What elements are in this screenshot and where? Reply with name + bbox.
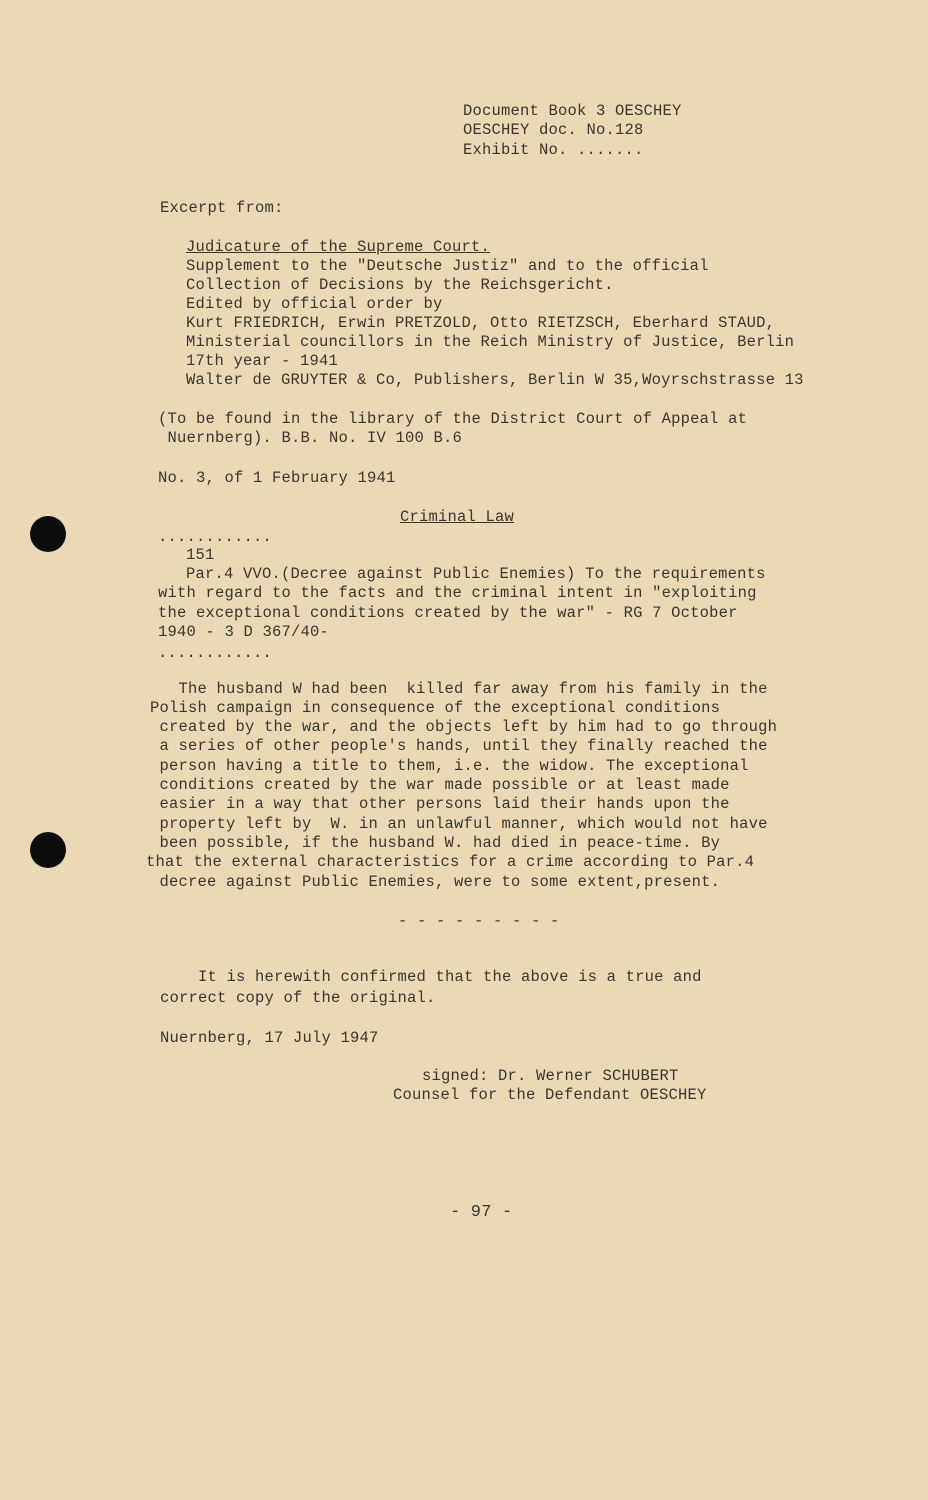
location-line: Nuernberg). B.B. No. IV 100 B.6	[158, 429, 463, 447]
body-line: a series of other people's hands, until they finally reached the	[150, 737, 768, 755]
source-line: Edited by official order by	[186, 295, 443, 313]
dot-leader: ............	[158, 528, 273, 546]
dot-leader: ............	[158, 644, 273, 662]
signature-role: Counsel for the Defendant OESCHEY	[393, 1086, 707, 1104]
body-line: Polish campaign in consequence of the exceptional conditions	[150, 699, 721, 717]
page-number: - 97 -	[450, 1203, 513, 1222]
body-line: conditions created by the war made possible or at least made	[150, 776, 730, 794]
source-line: 17th year - 1941	[186, 352, 339, 370]
entry-line: 1940 - 3 D 367/40-	[158, 623, 330, 641]
entry-number: 151	[186, 546, 215, 564]
source-line: Supplement to the "Deutsche Justiz" and to the official	[186, 257, 709, 275]
source-line: Collection of Decisions by the Reichsgericht.	[186, 276, 614, 294]
entry-line: with regard to the facts and the criminal intent in "exploiting	[158, 584, 757, 602]
section-heading: Criminal Law	[400, 508, 515, 526]
body-line: The husband W had been killed far away from his family in the	[150, 680, 768, 698]
excerpt-label: Excerpt from:	[160, 199, 284, 217]
doc-number-line: OESCHEY doc. No.128	[463, 121, 644, 139]
signature-line: signed: Dr. Werner SCHUBERT	[422, 1067, 679, 1085]
certification-line: It is herewith confirmed that the above is a true and	[160, 968, 702, 986]
entry-line: the exceptional conditions created by the war" - RG 7 October	[158, 604, 738, 622]
body-line: person having a title to them, i.e. the widow. The exceptional	[150, 757, 749, 775]
body-line: created by the war, and the objects left by him had to go through	[150, 718, 778, 736]
source-line: Walter de GRUYTER & Co, Publishers, Berlin W 35,Woyrschstrasse 13	[186, 371, 804, 389]
doc-book-line: Document Book 3 OESCHEY	[463, 102, 682, 120]
punch-hole	[30, 516, 66, 552]
punch-hole	[30, 832, 66, 868]
entry-line: Par.4 VVO.(Decree against Public Enemies) To the requirements	[186, 565, 766, 583]
body-line: been possible, if the husband W. had died in peace-time. By	[150, 834, 721, 852]
source-line: Ministerial councillors in the Reich Ministry of Justice, Berlin	[186, 333, 795, 351]
certification-line: correct copy of the original.	[160, 989, 436, 1007]
issue-line: No. 3, of 1 February 1941	[158, 469, 396, 487]
body-line: decree against Public Enemies, were to some extent,present.	[150, 873, 721, 891]
body-line: easier in a way that other persons laid their hands upon the	[150, 795, 730, 813]
separator: - - - - - - - - -	[398, 912, 560, 930]
location-line: (To be found in the library of the District Court of Appeal at	[158, 410, 748, 428]
place-date: Nuernberg, 17 July 1947	[160, 1029, 379, 1047]
exhibit-line: Exhibit No. .......	[463, 141, 644, 159]
body-line: property left by W. in an unlawful manner, which would not have	[150, 815, 768, 833]
body-line: that the external characteristics for a crime according to Par.4	[146, 853, 755, 871]
source-line: Kurt FRIEDRICH, Erwin PRETZOLD, Otto RIETZSCH, Eberhard STAUD,	[186, 314, 776, 332]
source-title: Judicature of the Supreme Court.	[186, 238, 491, 256]
